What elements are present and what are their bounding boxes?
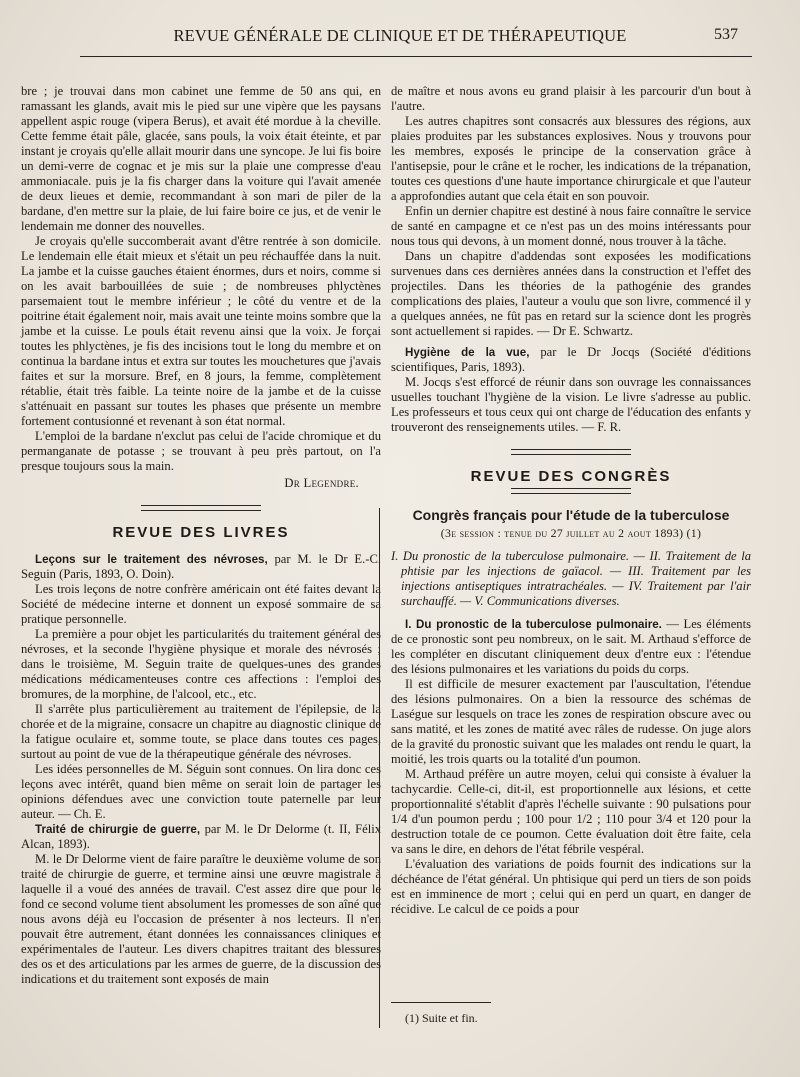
section-title-livres: REVUE DES LIVRES [112,524,290,541]
section-text: — Les éléments de ce pronostic sont peu nombreux, on le sait. M. Arthaud s'efforce de les compléter en discutant cliniquement deux d'entre eux : l'étendue des lésions pulmonaires et les variations du poids du corps. [391,617,751,676]
paragraph: M. le Dr Delorme vient de faire paraître le deuxième volume de son traité de chirurgie de guerre, et termine ainsi une œuvre magistrale à laquelle il a voué des années de travail. C'est assez dire que pour le fond ce second volume tient absolument les promesses de son aîné que nous avons déjà eu l'occasion de présenter à nos lecteurs. Il n'en pouvait être autrement, étant données les connaissances cliniques et expérimentales de l'auteur. Les divers chapitres traitant des blessures des os et des articulations par les armes de guerre, de la discussion des indications et du traitement sont exposés de main [21,852,381,986]
congress-contents: I. Du pronostic de la tuberculose pulmonaire. — II. Traitement de la phtisie par les injections de gaïacol. — III. Traitement par les injections antiseptiques intratrachéales. — IV. Traitement par l'air surchauffé. — V. Communications diverses. [391,549,751,608]
book-entry [21,552,381,582]
congress-section [391,617,751,677]
right-column [391,84,751,917]
section-title-congres: REVUE DES CONGRÈS [470,468,672,485]
signature: Dr Legendre. [284,476,359,490]
paragraph: de maître et nous avons eu grand plaisir à les parcourir d'un bout à l'autre. [391,84,751,113]
paragraph: Dans un chapitre d'addendas sont exposées les modifications survenues dans ces dernières années dans la construction et l'effet des projectiles. Dans les théories de la pathogénie des grandes complications des plaies, l'auteur a voulu que son livre, commencé il y a quelques années, ne fût pas en retard sur la science dont les progrès sont actuellement si rapides. — Dr E. Schwartz. [391,249,751,338]
paragraph: L'emploi de la bardane n'exclut pas celui de l'acide chromique et du permanganate de potasse ; se trouvant à peu près partout, on l'a presque toujours sous la main. [21,429,381,473]
book-title: Traité de chirurgie de guerre, [35,823,201,836]
book-title: Leçons sur le traitement des névroses, [35,553,268,566]
book-citation: par M. le Dr Delorme (t. II, Félix Alcan, 1893). [21,822,381,851]
section-separator [141,505,261,511]
book-entry [21,822,381,852]
left-column [21,84,381,987]
book-citation: par le Dr Jocqs (Société d'éditions scientifiques, Paris, 1893). [391,345,751,374]
paragraph: bre ; je trouvai dans mon cabinet une femme de 50 ans qui, en ramassant les glands, avait mis le pied sur une vipère que les paysans appellent aspic rouge (vipera Berus), et avait été mordue à la cheville. Cette femme était pâle, glacée, sans pouls, la voix était éteinte, et par instant je croyais qu'elle allait mourir dans une syncope. Je lui fis boire un demi-verre de cognac et je mis sur la plaie une compresse d'eau ammoniacale. puis je la fis charger dans la voiture qui l'avait amenée de deux lieues et demie, recommandant à son mari de piler de la bardane, d'en mettre sur la plaie, de lui faire boire ce jus, et de venir le lendemain me donner des nouvelles. [21,84,381,233]
book-entry [391,345,751,375]
paragraph: Il s'arrête plus particulièrement au traitement de l'épilepsie, de la chorée et de la migraine, consacre un chapitre au diagnostic clinique de la fatigue oculaire et, somme toute, se place dans toutes ces pages, surtout au point de vue de la thérapeutique générale des névroses. [21,702,381,761]
paragraph: Enfin un dernier chapitre est destiné à nous faire connaître le service de santé en campagne et ce n'est pas un des moins intéressants pour nous tous qui devons, à un moment donné, nous trouver à la tâche. [391,204,751,248]
page-number: 537 [714,26,738,43]
congress-title: Congrès français pour l'étude de la tuberculose [412,507,730,523]
paragraph: M. Arthaud préfère un autre moyen, celui qui consiste à évaluer la tachycardie. Celle-ci, dit-il, est proportionnelle aux lésions, et cette proportionnalité s'établit d'après l'échelle suivante : 90 pulsations pour 1/4 d'un poumon perdu ; 100 pour 1/2 ; 110 pour 3/4 et 120 pour la destruction totale de ce poumon. Cette évaluation doit être faite, cela va sans le dire, en dehors de l'état fébrile vespéral. [391,767,751,856]
paragraph: La première a pour objet les particularités du traitement général des névroses, et la seconde l'hygiène physique et morale des névrosés ; dans le troisième, M. Seguin traite de quelques-unes des grandes médications médicamenteuses contre ces affections : l'emploi des bromures, de la morphine, de l'alcool, etc., etc. [21,627,381,701]
footnote: (1) Suite et fin. [405,1011,478,1025]
congress-session: (3e session : tenue du 27 juillet au 2 aout 1893) (1) [440,526,702,540]
paragraph: Les autres chapitres sont consacrés aux blessures des régions, aux plaies produites par les substances explosives. Nous y trouvons pour les membres, exposés le principe de la conservation grâce à l'antisepsie, pour le crâne et le rocher, les indications de la trépanation, toutes ces questions d'une haute importance chirurgicale et que l'auteur a approfondies autant que cela était en son pouvoir. [391,114,751,203]
paragraph: Les idées personnelles de M. Séguin sont connues. On lira donc ces leçons avec intérêt, quand bien même on serait loin de partager les opinions défendues avec une conviction toute paternelle par leur auteur. — Ch. E. [21,762,381,821]
book-citation: par M. le Dr E.-C. Seguin (Paris, 1893, O. Doin). [21,552,381,581]
column-rule [379,508,380,1028]
paragraph: M. Jocqs s'est efforcé de réunir dans son ouvrage les connaissances usuelles touchant l'hygiène de la vision. Le livre s'adresse au public. Les professeurs et tous ceux qui ont charge de l'éducation des enfants y trouveront des renseignements utiles. — F. R. [391,375,751,434]
book-title: Hygiène de la vue, [405,346,530,359]
paragraph: L'évaluation des variations de poids fournit des indications sur la déchéance de l'état général. Un phtisique qui perd un tiers de son poids est en imminence de mort ; celui qui en perd un quart, en danger de récidive. Le calcul de ce poids a pour [391,857,751,916]
header-rule [80,56,752,57]
section-heading: I. Du pronostic de la tuberculose pulmonaire. [405,618,662,631]
journal-title: REVUE GÉNÉRALE DE CLINIQUE ET DE THÉRAPEUTIQUE [173,26,627,45]
footnote-rule [391,1002,491,1003]
section-separator [511,488,631,494]
section-separator [511,449,631,455]
paragraph: Il est difficile de mesurer exactement par l'auscultation, l'étendue des lésions pulmonaires. On a bien la ressource des schémas de Laségue sur lesquels on trace les zones de respiration obscure avec ou sans matité, et les zones de matité avec râles de rudesse. On juge alors de la gravité du pronostic suivant que les malades ont rendu le quart, la moitié, les trois quarts ou la totalité d'un poumon. [391,677,751,766]
paragraph: Je croyais qu'elle succomberait avant d'être rentrée à son domicile. Le lendemain elle était mieux et s'était un peu réchauffée dans la nuit. La jambe et la cuisse gauches étaient énormes, durs et noirs, comme si on les avait barbouillées de suie ; de nombreuses phlyctènes parsemaient tout le membre inférieur ; le côté du ventre et de la poitrine était également noir, mais avait une teinte moins sombre que la jambe et la cuisse. Le pouls était revenu ainsi que la voix. Je forçai toutes les phlyctènes, je fis des incisions tout le long du membre et on continua la bardane intus et extra sur toutes les mouchetures que j'avais faites et sur la morsure. Bref, en 8 jours, la femme, complètement rétablie, était très faible. La teinte noire de la jambe et de la cuisse s'atténuait en passant sur toutes les phases que présente un membre fortement contusionné et revenant à son état normal. [21,234,381,428]
running-header [0,26,800,52]
paragraph: Les trois leçons de notre confrère américain ont été faites devant la Société de médecine interne et donnent un exposé sommaire de sa pratique personnelle. [21,582,381,626]
